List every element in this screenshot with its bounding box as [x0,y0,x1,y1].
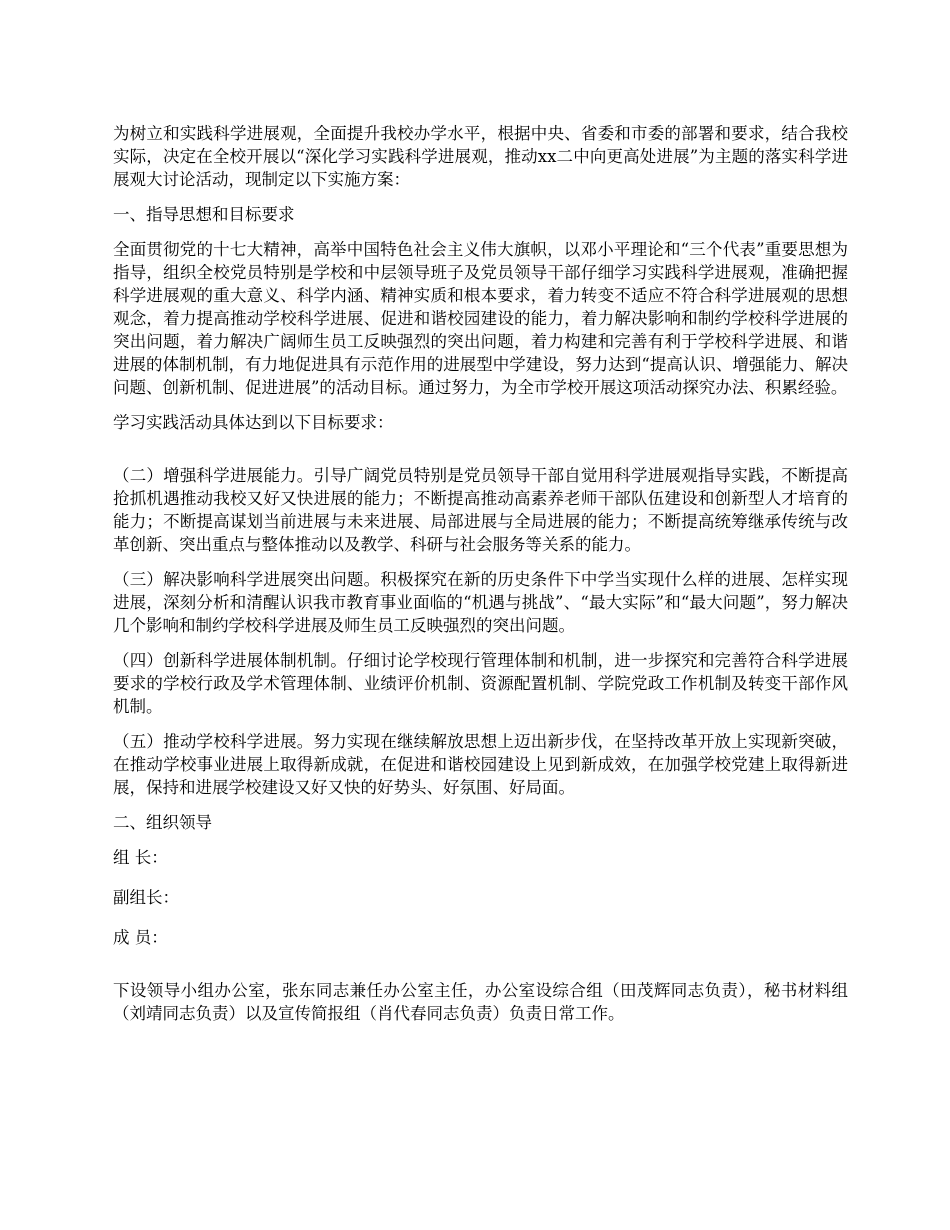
leader-label: 组 长： [113,848,168,867]
intro-paragraph: 为树立和实践科学进展观，全面提升我校办学水平，根据中央、省委和市委的部署和要求，结合我校实际，决定在全校开展以“深化学习实践科学进展观，推动xx二中向更高处进展”为主题的落实科学进展观大讨论活动，现制定以下实施方案： [113,124,848,189]
document-body [113,122,848,1037]
member-label: 成 员： [113,928,168,947]
section-2-heading: 二、组织领导 [113,813,212,832]
deputy-leader-label: 副组长： [113,888,179,907]
office-paragraph: 下设领导小组办公室，张东同志兼任办公室主任，办公室设综合组（田茂辉同志负责），秘书材料组（刘靖同志负责）以及宣传简报组（肖代春同志负责）负责日常工作。 [113,981,848,1023]
goals-intro-paragraph: 学习实践活动具体达到以下目标要求： [113,413,394,432]
goal-2-paragraph: （二）增强科学进展能力。引导广阔党员特别是党员领导干部自觉用科学进展观指导实践，不断提高抢抓机遇推动我校又好又快进展的能力；不断提高推动高素养老师干部队伍建设和创新型人才培育的能力；不断提高谋划当前进展与未来进展、局部进展与全局进展的能力；不断提高统筹继承传统与改革创新、突出重点与整体推动以及教学、科研与社会服务等关系的能力。 [113,466,848,554]
goal-5-paragraph: （五）推动学校科学进展。努力实现在继续解放思想上迈出新步伐，在坚持改革开放上实现新突破，在推动学校事业进展上取得新成就，在促进和谐校园建设上见到新成效，在加强学校党建上取得新进展，保持和进展学校建设又好又快的好势头、好氛围、好局面。 [113,732,848,797]
guiding-thought-paragraph: 全面贯彻党的十七大精神，高举中国特色社会主义伟大旗帜，以邓小平理论和“三个代表”重要思想为指导，组织全校党员特别是学校和中层领导班子及党员领导干部仔细学习实践科学进展观，准确把握科学进展观的重大意义、科学内涵、精神实质和根本要求，着力转变不适应不符合科学进展观的思想观念，着力提高推动学校科学进展、促进和谐校园建设的能力，着力解决影响和制约学校科学进展的突出问题，着力解决广阔师生员工反映强烈的突出问题，着力构建和完善有利于学校科学进展、和谐进展的体制机制，有力地促进具有示范作用的进展型中学建设，努力达到“提高认识、增强能力、解决问题、创新机制、促进进展”的活动目标。通过努力，为全市学校开展这项活动探究办法、积累经验。 [113,240,848,397]
goal-3-paragraph: （三）解决影响科学进展突出问题。积极探究在新的历史条件下中学当实现什么样的进展、怎样实现进展，深刻分析和清醒认识我市教育事业面临的“机遇与挑战”、“最大实际”和“最大问题”，努力解决几个影响和制约学校科学进展及师生员工反映强烈的突出问题。 [113,570,848,635]
goal-4-paragraph: （四）创新科学进展体制机制。仔细讨论学校现行管理体制和机制，进一步探究和完善符合科学进展要求的学校行政及学术管理体制、业绩评价机制、资源配置机制、学院党政工作机制及转变干部作风机制。 [113,651,848,716]
section-1-heading: 一、指导思想和目标要求 [113,205,295,224]
